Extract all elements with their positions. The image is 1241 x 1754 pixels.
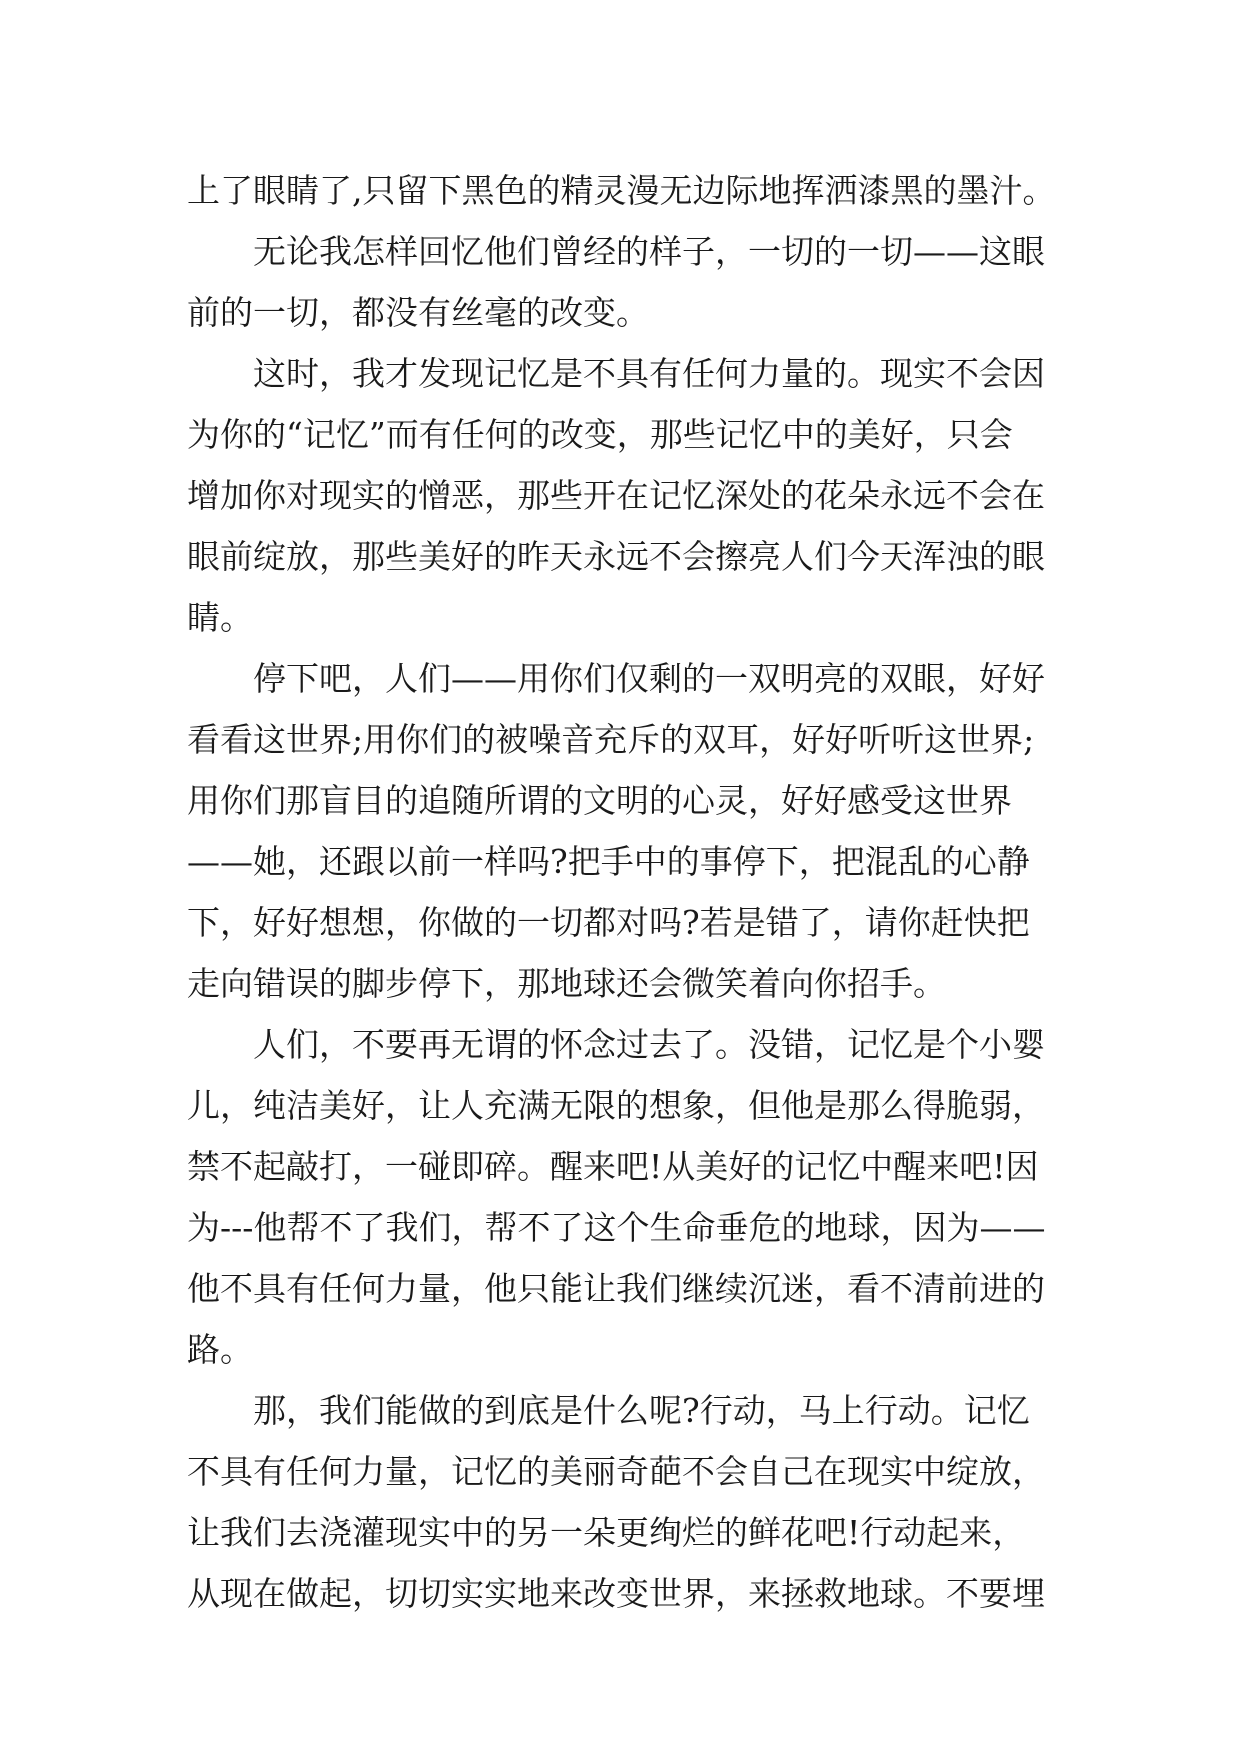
- paragraph-line: 路。: [187, 1330, 253, 1369]
- paragraph-continuation: [187, 160, 1087, 221]
- paragraph-line: 不具有任何力量，记忆的美丽奇葩不会自己在现实中绽放，: [187, 1452, 1045, 1491]
- paragraph-line: 他不具有任何力量，他只能让我们继续沉迷，看不清前进的: [187, 1269, 1045, 1308]
- paragraph-line: 看看这世界;用你们的被噪音充斥的双耳，好好听听这世界;: [187, 720, 1035, 759]
- paragraph-line: 让我们去浇灌现实中的另一朵更绚烂的鲜花吧!行动起来，: [187, 1513, 1026, 1552]
- paragraph-line: 上了眼睛了,只留下黑色的精灵漫无边际地挥洒漆黑的墨汁。: [187, 171, 1056, 210]
- paragraph-line: 人们，不要再无谓的怀念过去了。没错，记忆是个小婴: [253, 1025, 1045, 1064]
- paragraph-line: 那，我们能做的到底是什么呢?行动，马上行动。记忆: [253, 1391, 1030, 1430]
- paragraph-line: 儿，纯洁美好，让人充满无限的想象，但他是那么得脆弱，: [187, 1086, 1045, 1125]
- paragraph-line: 停下吧，人们——用你们仅剩的一双明亮的双眼，好好: [253, 659, 1045, 698]
- paragraph-line: 从现在做起，切切实实地来改变世界，来拯救地球。不要埋: [187, 1574, 1045, 1613]
- paragraph-line: 眼前绽放，那些美好的昨天永远不会擦亮人们今天浑浊的眼: [187, 537, 1045, 576]
- paragraph-line: 为你的“记忆”而有任何的改变，那些记忆中的美好，只会: [187, 415, 1013, 454]
- paragraph-line: 用你们那盲目的追随所谓的文明的心灵，好好感受这世界: [187, 781, 1012, 820]
- paragraph-wake-up: [187, 1014, 1087, 1380]
- paragraph-line: 禁不起敲打，一碰即碎。醒来吧!从美好的记忆中醒来吧!因: [187, 1147, 1039, 1186]
- paragraph-line: 睛。: [187, 598, 253, 637]
- paragraph-line: 增加你对现实的憎恶，那些开在记忆深处的花朵永远不会在: [187, 476, 1045, 515]
- paragraph-memory-unchanged: [187, 221, 1087, 343]
- paragraph-line: 无论我怎样回忆他们曾经的样子，一切的一切——这眼: [253, 232, 1045, 271]
- paragraph-line: 走向错误的脚步停下，那地球还会微笑着向你招手。: [187, 964, 946, 1003]
- paragraph-memory-powerless: [187, 343, 1087, 648]
- paragraph-line: ——她，还跟以前一样吗?把手中的事停下，把混乱的心静: [187, 842, 1030, 881]
- paragraph-line: 这时，我才发现记忆是不具有任何力量的。现实不会因: [253, 354, 1045, 393]
- paragraph-line: 前的一切，都没有丝毫的改变。: [187, 293, 649, 332]
- document-body: [187, 160, 1087, 1624]
- paragraph-take-action: [187, 1380, 1087, 1624]
- paragraph-line: 下，好好想想，你做的一切都对吗?若是错了，请你赶快把: [187, 903, 1030, 942]
- paragraph-line: 为---他帮不了我们，帮不了这个生命垂危的地球，因为——: [187, 1208, 1046, 1247]
- paragraph-stop-people: [187, 648, 1087, 1014]
